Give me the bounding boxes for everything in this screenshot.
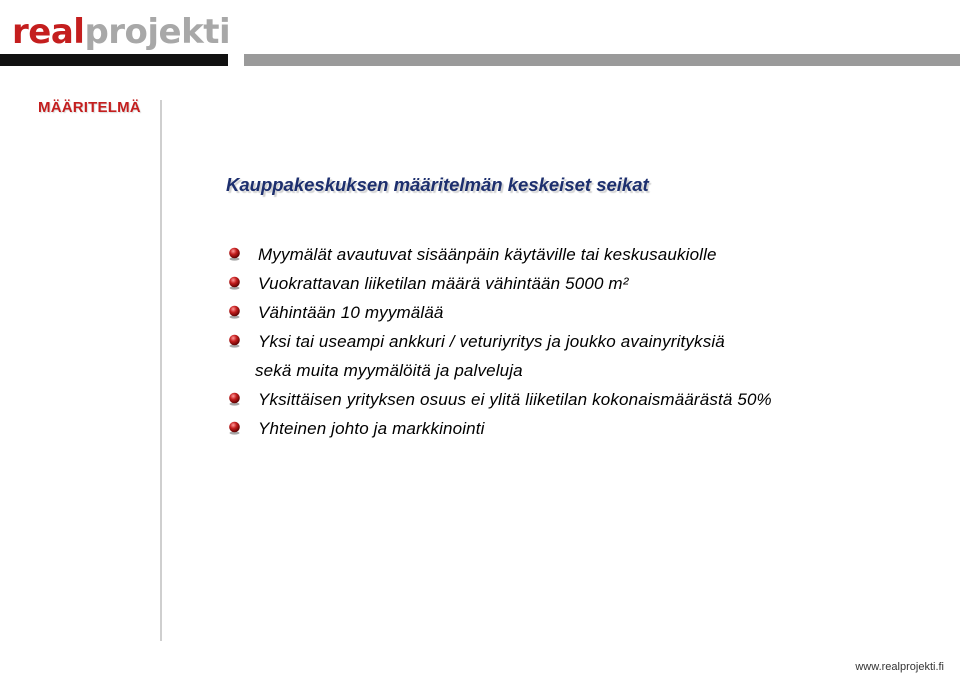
bullet-list: [228, 240, 928, 443]
bullet-text: Vuokrattavan liiketilan määrä vähintään 5000 m²: [258, 274, 629, 293]
bullet-text: Yksi tai useampi ankkuri / veturiyritys ja joukko avainyrityksiä: [258, 332, 725, 351]
slide-title: Kauppakeskuksen määritelmän keskeiset seikat: [226, 174, 649, 195]
logo-text-real: real: [12, 12, 85, 52]
bullet-item: [228, 385, 928, 414]
header-rule-dark-segment: [0, 54, 228, 66]
bullet-item: [228, 327, 928, 385]
bullet-item: [228, 269, 928, 298]
bullet-text: Vähintään 10 myymälää: [258, 303, 444, 322]
red-sphere-icon: [228, 305, 241, 319]
bullet-text: Yksittäisen yrityksen osuus ei ylitä liiketilan kokonaismäärästä 50%: [258, 390, 772, 409]
red-sphere-icon: [228, 421, 241, 435]
red-sphere-icon: [228, 334, 241, 348]
header-rule: [0, 54, 960, 66]
bullet-item: [228, 414, 928, 443]
bullet-text: Yhteinen johto ja markkinointi: [258, 419, 485, 438]
vertical-divider: [160, 100, 162, 641]
realprojekti-logo: [12, 7, 231, 52]
red-sphere-icon: [228, 247, 241, 261]
red-sphere-icon: [228, 276, 241, 290]
bullet-text-continuation: sekä muita myymälöitä ja palveluja: [255, 361, 523, 380]
header-rule-light-segment: [244, 54, 960, 66]
bullet-text: Myymälät avautuvat sisäänpäin käytäville tai keskusaukiolle: [258, 245, 717, 264]
section-label: MÄÄRITELMÄ: [38, 99, 141, 116]
bullet-item: [228, 240, 928, 269]
footer-url: www.realprojekti.fi: [855, 661, 944, 673]
bullet-item: [228, 298, 928, 327]
logo-text-projekti: projekti: [84, 12, 231, 52]
red-sphere-icon: [228, 392, 241, 406]
